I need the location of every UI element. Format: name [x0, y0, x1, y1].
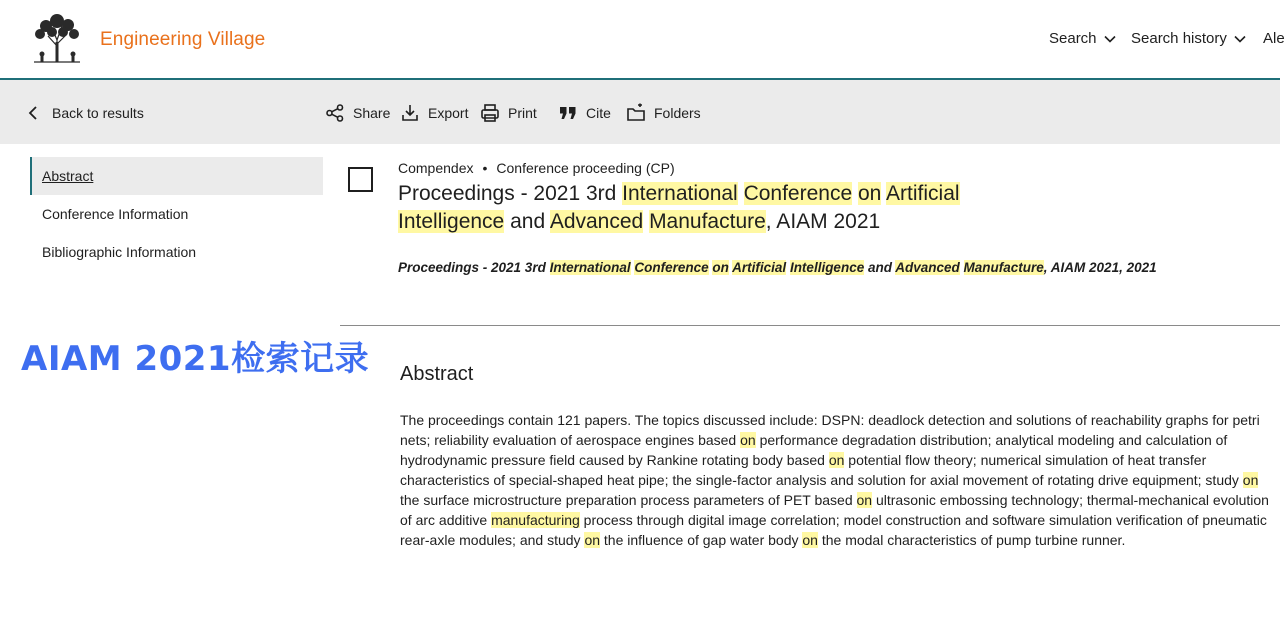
search-history-menu[interactable]	[1131, 30, 1247, 47]
highlighted-term: Manufacture	[649, 210, 766, 233]
cite-button[interactable]	[558, 102, 611, 124]
abstract-heading: Abstract	[400, 363, 474, 385]
highlighted-term: Advanced	[549, 210, 644, 233]
record-title: Proceedings - 2021 3rd International Conference on Artificial Intelligence and Advanced Manufacture, AIAM 2021	[398, 182, 960, 233]
section-divider	[340, 325, 1280, 326]
record-toolbar	[0, 80, 1280, 144]
sidenav-item-abstract[interactable]: Abstract	[30, 157, 323, 195]
highlighted-term: on	[584, 532, 601, 548]
search-history-label: Search history	[1131, 30, 1227, 47]
highlighted-term: on	[1242, 472, 1259, 488]
highlighted-term: Intelligence	[398, 210, 505, 233]
folders-button[interactable]	[626, 102, 701, 124]
elsevier-tree-logo[interactable]	[28, 12, 86, 66]
export-icon	[400, 103, 420, 123]
export-label: Export	[428, 105, 469, 121]
highlighted-term: International	[549, 260, 631, 275]
brand-name[interactable]: Engineering Village	[100, 29, 266, 50]
highlighted-term: Advanced	[895, 260, 960, 275]
record-section-nav	[30, 157, 323, 271]
sidenav-item-conference-information[interactable]: Conference Information	[42, 206, 189, 222]
overlay-caption: AIAM 2021检索记录	[21, 339, 370, 379]
folders-label: Folders	[654, 105, 701, 121]
print-icon	[480, 103, 500, 123]
cite-icon	[558, 103, 578, 123]
print-label: Print	[508, 105, 537, 121]
highlighted-term: Intelligence	[789, 260, 865, 275]
abstract-text: The proceedings contain 121 papers. The topics discussed include: DSPN: deadlock detection and solutions of reachability graphs for petri nets; reliability evaluation of aerospace engines based on performance degradation distribution; analytical modeling and calculation of hydrodynamic pressure field caused by Rankine rotating body based on potential flow theory; numerical simulation of heat transfer characteristics of special-shaped heat pipe; the single-factor analysis and solution for axial movement of rotating drive equipment; study on the surface microstructure preparation process parameters of PET based on ultrasonic embossing technology; thermal-mechanical evolution of arc additive manufacturing process through digital image correlation; model construction and software simulation verification of pneumatic rear-axle modules; and study on the influence of gap water body on the modal characteristics of pump turbine runner.	[400, 412, 1269, 548]
highlighted-term: on	[740, 432, 756, 448]
back-label: Back to results	[52, 105, 144, 121]
highlighted-term: Artificial	[732, 260, 787, 275]
highlighted-term: on	[856, 492, 873, 508]
meta-separator: •	[482, 160, 488, 176]
chevron-down-icon	[1103, 32, 1117, 46]
search-menu-label: Search	[1049, 30, 1097, 47]
back-to-results-link[interactable]	[24, 102, 144, 124]
print-button[interactable]	[480, 102, 537, 124]
highlighted-term: on	[712, 260, 729, 275]
highlighted-term: Artificial	[886, 182, 960, 205]
share-label: Share	[353, 105, 391, 121]
highlighted-term: Manufacture	[963, 260, 1044, 275]
chevron-left-icon	[24, 103, 44, 123]
highlighted-term: on	[858, 182, 882, 205]
account-menu[interactable]	[1263, 30, 1285, 47]
highlighted-term: manufacturing	[491, 512, 580, 528]
search-menu[interactable]	[1049, 30, 1117, 47]
database-label: Compendex	[398, 160, 474, 176]
share-button[interactable]	[325, 102, 390, 124]
highlighted-term: on	[828, 452, 845, 468]
highlighted-term: Conference	[743, 182, 853, 205]
site-header	[0, 0, 1285, 80]
account-label: Ale	[1263, 30, 1285, 47]
select-record-checkbox[interactable]	[348, 167, 373, 192]
sidenav-item-bibliographic-information[interactable]: Bibliographic Information	[42, 244, 197, 260]
cite-label: Cite	[586, 105, 611, 121]
share-icon	[325, 103, 345, 123]
document-type-label: Conference proceeding (CP)	[496, 160, 675, 176]
highlighted-term: on	[802, 532, 818, 548]
record-meta	[398, 160, 675, 176]
record-source: Proceedings - 2021 3rd International Conference on Artificial Intelligence and Advanced Manufacture, AIAM 2021, 2021	[398, 260, 1157, 275]
highlighted-term: Conference	[634, 260, 709, 275]
chevron-down-icon	[1233, 32, 1247, 46]
export-button[interactable]	[400, 102, 468, 124]
highlighted-term: International	[622, 182, 738, 205]
folder-add-icon	[626, 103, 646, 123]
